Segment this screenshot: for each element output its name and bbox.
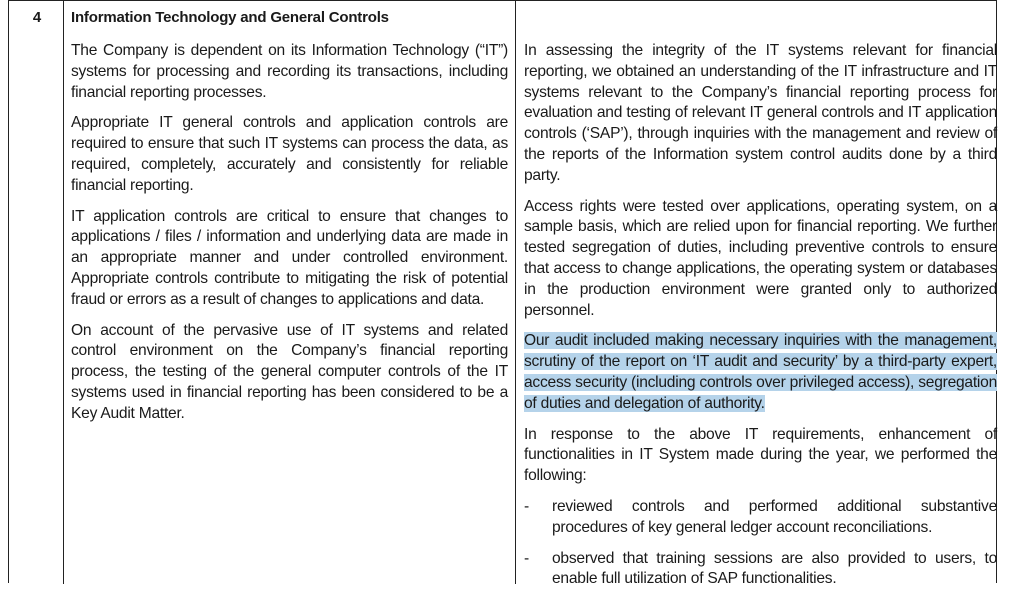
bullet-item — [524, 497, 997, 539]
audit-matter-table — [8, 0, 997, 588]
bullet-text: reviewed controls and performed additional substantive procedures of key general ledger account reconciliations. — [552, 497, 997, 536]
audit-response-column — [524, 41, 997, 600]
row-number: 4 — [32, 9, 42, 26]
key-audit-matter-column — [71, 41, 508, 435]
response-paragraph: In response to the above IT requirements, enhancement of functionalities in IT System made during the year, we performed the following: — [524, 425, 997, 485]
response-paragraph: In assessing the integrity of the IT systems relevant for financial reporting, we obtained an understanding of the IT infrastructure and IT systems relevant to the Company’s financial reporting process for evaluation and testing of relevant IT general controls and IT application controls (‘SAP’), through inquiries with the management and review of the reports of the Information system control audits done by a third party. — [524, 42, 997, 184]
column-divider-response — [515, 1, 516, 584]
matter-paragraph: IT application controls are critical to ensure that changes to applications / files / information and underlying data are made in an appropriate manner and under controlled environment. Appropriate controls contribute to mitigating the risk of potential fraud or errors as a result of changes to applications and data. — [71, 207, 508, 308]
bullet-item — [524, 549, 997, 591]
matter-paragraph: The Company is dependent on its Information Technology (“IT”) systems for processing and recording its transactions, including financial reporting processes. — [71, 42, 508, 101]
bullet-dash: - — [524, 497, 529, 515]
column-divider-number — [63, 1, 64, 584]
matter-paragraph: On account of the pervasive use of IT systems and related control environment on the Company’s financial reporting process, the testing of the general computer controls of the IT systems used in financial reporting has been considered to be a Key Audit Matter. — [71, 321, 508, 422]
response-paragraph: Access rights were tested over applications, operating system, on a sample basis, which are relied upon for financial reporting. We further tested segregation of duties, including preventive controls to ensure that access to change applications, the operating system or databases in the production environment were granted only to authorized personnel. — [524, 197, 997, 319]
highlighted-paragraph[interactable] — [524, 331, 997, 414]
bullet-text: observed that training sessions are also provided to users, to enable full utilization of SAP functionalities. — [552, 549, 997, 588]
bullet-dash: - — [524, 549, 529, 567]
matter-paragraph: Appropriate IT general controls and application controls are required to ensure that such IT systems can process the data, as required, completely, accurately and consistently for reliable financial reporting. — [71, 114, 508, 194]
row-heading: Information Technology and General Controls — [71, 9, 389, 26]
text-selection-highlight[interactable]: Our audit included making necessary inquiries with the management, scrutiny of the report on ‘IT audit and security’ by a third-party expert, access security (including controls over privileged access), segregation of duties and delegation of authority. — [524, 332, 997, 412]
